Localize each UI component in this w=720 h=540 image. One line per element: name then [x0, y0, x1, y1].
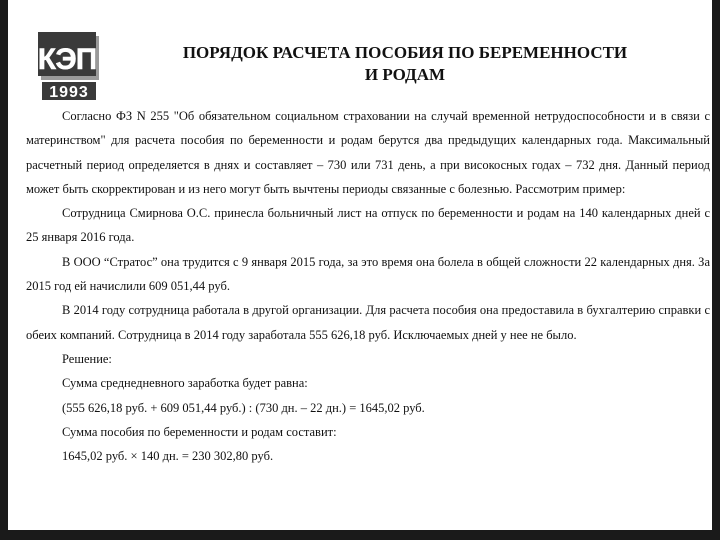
average-earnings-label: Сумма среднедневного заработка будет равна:: [62, 376, 308, 391]
paragraph-company: В ООО “Стратос” она трудится с 9 января 2015 года, за это время она болела в общей сложности 22 календарных дня. За 2015 год ей начислили 609 051,44 руб.: [26, 254, 710, 294]
slide-title: [100, 42, 710, 86]
average-earnings-formula: (555 626,18 руб. + 609 051,44 руб.) : (730 дн. – 22 дн.) = 1645,02 руб.: [62, 400, 425, 415]
kep-logo: [38, 32, 100, 102]
benefit-label: Сумма пособия по беременности и родам составит:: [62, 424, 337, 439]
benefit-formula: 1645,02 руб. × 140 дн. = 230 302,80 руб.: [62, 449, 274, 464]
paragraph-previous-year: В 2014 году сотрудница работала в другой организации. Для расчета пособия она предоставила в бухгалтерию справки с обеих компаний. Сотрудница в 2014 году заработала 555 626,18 руб. Исключаемых дней у нее не было.: [26, 303, 710, 342]
title-line-2: И РОДАМ: [364, 65, 446, 84]
paragraph-employee: Сотрудница Смирнова О.С. принесла больничный лист на отпуск по беременности и родам на 140 календарных дней с 25 января 2016 года.: [26, 206, 710, 245]
logo-year: 1993: [49, 84, 89, 101]
slide-body: [26, 104, 710, 468]
solution-heading: Решение:: [62, 351, 112, 366]
logo-letters: КЭП: [38, 43, 97, 76]
title-line-1: ПОРЯДОК РАСЧЕТА ПОСОБИЯ ПО БЕРЕМЕННОСТИ: [182, 43, 628, 62]
paragraph-law: Согласно ФЗ N 255 "Об обязательном социальном страховании на случай временной нетрудоспособности и в связи с материнством" для расчета пособия по беременности и родам берутся два предыдущих календарных года. Максимальный расчетный период определяется в днях и составляет – 730 или 731 день, а при високосных годах – 732 дня. Данный период может быть скорректирован и из него могут быть вычтены периоды связанные с болезнью. Рассмотрим пример:: [26, 109, 710, 196]
